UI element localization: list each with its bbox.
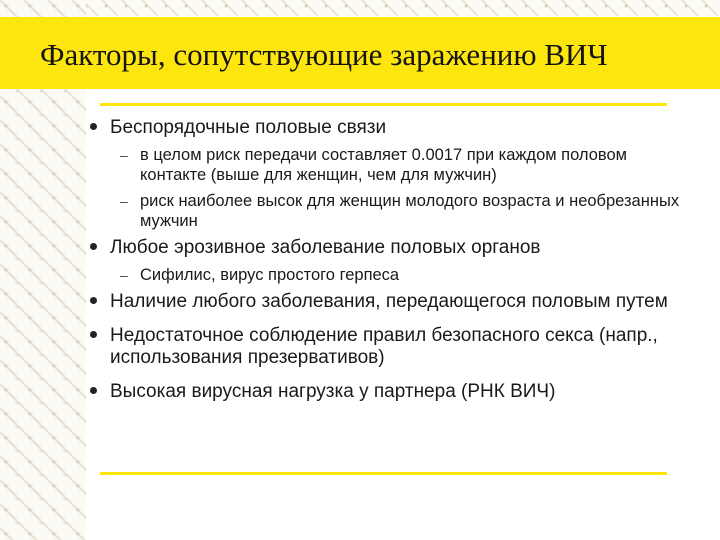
bullet-text: Высокая вирусная нагрузка у партнера (РНК ВИЧ) xyxy=(110,381,556,402)
bullet-dot-icon xyxy=(90,243,97,250)
bullet-dot-icon xyxy=(90,297,97,304)
bullet-dot-icon xyxy=(90,123,97,130)
sub-bullet-text: риск наиболее высок для женщин молодого возраста и необрезанных мужчин xyxy=(140,192,680,230)
top-divider xyxy=(100,103,667,106)
bullet-text: Недостаточное соблюдение правил безопасного секса (напр., использования презервативов) xyxy=(110,325,658,368)
bullet-dot-icon xyxy=(90,387,97,394)
bullet-text: Любое эрозивное заболевание половых органов xyxy=(110,237,541,258)
sub-bullet-item xyxy=(110,145,696,185)
dash-icon: – xyxy=(120,193,128,209)
bullet-item xyxy=(86,237,696,285)
bullet-item xyxy=(86,117,696,231)
bullet-item xyxy=(86,381,696,403)
sub-bullet-list xyxy=(110,145,696,231)
sub-bullet-text: Сифилис, вирус простого герпеса xyxy=(140,266,400,284)
bullet-list xyxy=(86,117,696,403)
slide-title: Факторы, сопутствующие заражению ВИЧ xyxy=(40,37,608,72)
sub-bullet-text: в целом риск передачи составляет 0.0017 при каждом половом контакте (выше для женщин, чем для мужчин) xyxy=(140,146,628,184)
bullet-item xyxy=(86,291,696,313)
dash-icon: – xyxy=(120,147,128,163)
sub-bullet-list xyxy=(110,265,696,285)
bottom-divider xyxy=(100,472,667,475)
bullet-text: Наличие любого заболевания, передающегося половым путем xyxy=(110,291,668,312)
bullet-dot-icon xyxy=(90,331,97,338)
sub-bullet-item xyxy=(110,191,696,231)
decorative-top-border xyxy=(0,0,720,16)
sub-bullet-item xyxy=(110,265,696,285)
dash-icon: – xyxy=(120,267,128,283)
bullet-text: Беспорядочные половые связи xyxy=(110,117,387,138)
bullet-item xyxy=(86,325,696,369)
